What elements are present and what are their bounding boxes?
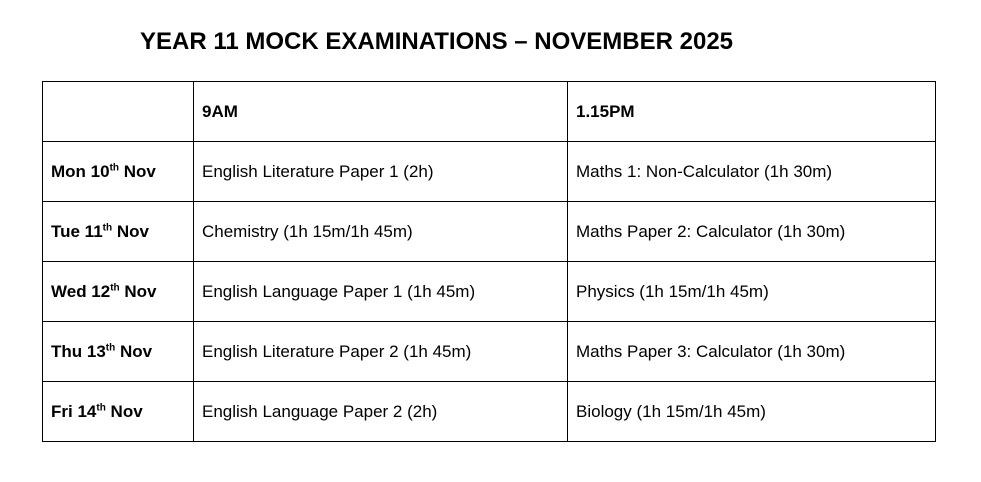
pm-exam-cell: Biology (1h 15m/1h 45m) xyxy=(568,382,936,442)
corner-cell xyxy=(43,82,194,142)
day-cell xyxy=(43,142,194,202)
day-cell xyxy=(43,202,194,262)
day-ordinal-suffix: th xyxy=(96,401,106,413)
table-row xyxy=(43,262,936,322)
day-label: Tue 11 xyxy=(51,221,103,241)
pm-exam-cell: Maths Paper 3: Calculator (1h 30m) xyxy=(568,322,936,382)
day-month: Nov xyxy=(119,281,157,301)
day-ordinal-suffix: th xyxy=(110,281,120,293)
column-header-pm: 1.15PM xyxy=(568,82,936,142)
day-month: Nov xyxy=(119,161,156,181)
day-month: Nov xyxy=(115,341,153,361)
pm-exam-cell: Maths Paper 2: Calculator (1h 30m) xyxy=(568,202,936,262)
table-row xyxy=(43,322,936,382)
day-cell xyxy=(43,322,194,382)
day-cell xyxy=(43,382,194,442)
table-row xyxy=(43,202,936,262)
page-title: YEAR 11 MOCK EXAMINATIONS – NOVEMBER 2025 xyxy=(140,28,734,55)
day-label: Mon 10 xyxy=(51,161,110,181)
day-label: Thu 13 xyxy=(51,341,106,361)
exam-schedule-table xyxy=(42,81,936,442)
pm-exam-cell: Physics (1h 15m/1h 45m) xyxy=(568,262,936,322)
day-ordinal-suffix: th xyxy=(109,161,120,173)
am-exam-cell: English Language Paper 1 (1h 45m) xyxy=(194,262,568,322)
table-row xyxy=(43,382,936,442)
pm-exam-cell: Maths 1: Non-Calculator (1h 30m) xyxy=(568,142,936,202)
header-row xyxy=(43,82,936,142)
day-label: Wed 12 xyxy=(51,281,111,301)
day-month: Nov xyxy=(112,221,149,241)
am-exam-cell: Chemistry (1h 15m/1h 45m) xyxy=(194,202,568,262)
day-label: Fri 14 xyxy=(51,401,97,421)
am-exam-cell: English Literature Paper 2 (1h 45m) xyxy=(194,322,568,382)
day-cell xyxy=(43,262,194,322)
day-month: Nov xyxy=(105,401,143,421)
table-row xyxy=(43,142,936,202)
am-exam-cell: English Language Paper 2 (2h) xyxy=(194,382,568,442)
day-ordinal-suffix: th xyxy=(102,221,113,233)
am-exam-cell: English Literature Paper 1 (2h) xyxy=(194,142,568,202)
day-ordinal-suffix: th xyxy=(105,341,116,353)
column-header-am: 9AM xyxy=(194,82,568,142)
